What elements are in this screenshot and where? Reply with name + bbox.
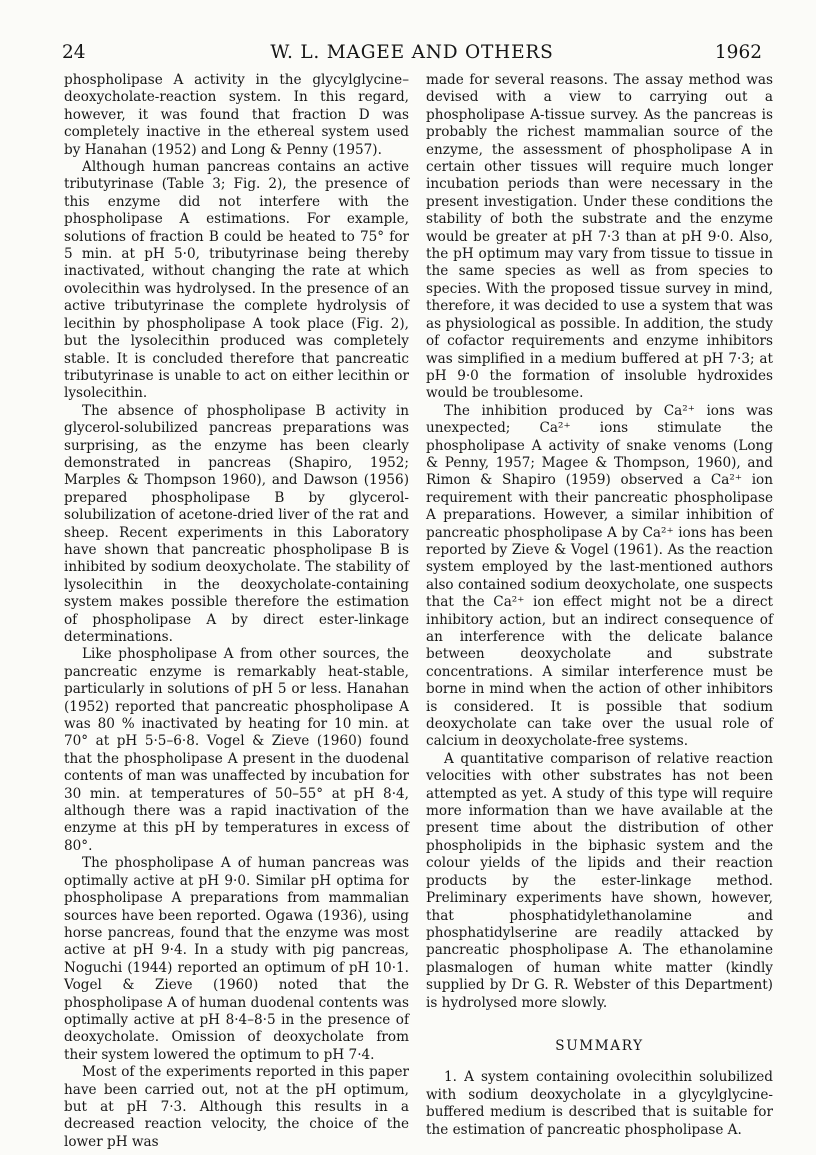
paragraph: made for several reasons. The assay method was devised with a view to carrying out a phospholipase A-tissue survey. As the pancreas is probably the richest mammalian source of the enzyme, the assessment of phospholipase A in certain other tissues will require much longer incubation periods than were necessary in the present investigation. Under these conditions the stability of both the substrate and the enzyme would be greater at pH 7·3 than at pH 9·0. Also, the pH optimum may vary from tissue to tissue in the same species as well as from species to species. With the proposed tissue survey in mind, therefore, it was decided to use a system that was as physiological as possible. In addition, the study of cofactor requirements and enzyme inhibitors was simplified in a medium buffered at pH 7·3; at pH 9·0 the formation of insoluble hydroxides would be troublesome. [426, 72, 773, 402]
running-header [62, 42, 762, 66]
paragraph: phospholipase A activity in the glycylglycine–deoxycholate-reaction system. In this regard, however, it was found that fraction D was completely inactive in the ethereal system used by Hanahan (1952) and Long & Penny (1957). [64, 72, 409, 158]
paragraph: The phospholipase A of human pancreas was optimally active at pH 9·0. Similar pH optima for phospholipase A preparations from mammalian sources have been reported. Ogawa (1936), using horse pancreas, found that the enzyme was most active at pH 9·4. In a study with pig pancreas, Noguchi (1944) reported an optimum of pH 10·1. Vogel & Zieve (1960) noted that the phospholipase A of human duodenal contents was optimally active at pH 8·4–8·5 in the presence of deoxycholate. Omission of deoxycholate from their system lowered the optimum to pH 7·4. [64, 855, 409, 1063]
summary-heading: SUMMARY [555, 1037, 644, 1054]
publication-year: 1962 [714, 42, 762, 63]
page-number: 24 [62, 42, 86, 63]
paragraph: Although human pancreas contains an active tributyrinase (Table 3; Fig. 2), the presence of this enzyme did not interfere with the phospholipase A estimations. For example, solutions of fraction B could be heated to 75° for 5 min. at pH 5·0, tributyrinase being thereby inactivated, without changing the rate at which ovolecithin was hydrolysed. In the presence of an active tributyrinase the complete hydrolysis of lecithin by phospholipase A took place (Fig. 2), but the lysolecithin produced was completely stable. It is concluded therefore that pancreatic tributyrinase is unable to act on either lecithin or lysolecithin. [64, 159, 409, 402]
paragraph: The absence of phospholipase B activity in glycerol-solubilized pancreas preparations was surprising, as the enzyme has been clearly demonstrated in pancreas (Shapiro, 1952; Marples & Thompson 1960), and Dawson (1956) prepared phospholipase B by glycerol-solubilization of acetone-dried liver of the rat and sheep. Recent experiments in this Laboratory have shown that pancreatic phospholipase B is inhibited by sodium deoxycholate. The stability of lysolecithin in the deoxycholate-containing system makes possible therefore the estimation of phospholipase A by direct ester-linkage determinations. [64, 402, 409, 645]
paragraph: Most of the experiments reported in this paper have been carried out, not at the pH optimum, but at pH 7·3. Although this results in a decreased reaction velocity, the choice of the lower pH was [64, 1064, 409, 1150]
paragraph: The inhibition produced by Ca²⁺ ions was unexpected; Ca²⁺ ions stimulate the phospholipase A activity of snake venoms (Long & Penny, 1957; Magee & Thompson, 1960), and Rimon & Shapiro (1959) observed a Ca²⁺ ion requirement with their pancreatic phospholipase A preparations. However, a similar inhibition of pancreatic phospholipase A by Ca²⁺ ions has been reported by Zieve & Vogel (1961). As the reaction system employed by the last-mentioned authors also contained sodium deoxycholate, one suspects that the Ca²⁺ ion effect might not be a direct inhibitory action, but an indirect consequence of an interference with the delicate balance between deoxycholate and substrate concentrations. A similar interference must be borne in mind when the action of other inhibitors is considered. It is possible that sodium deoxycholate can take over the usual role of calcium in deoxycholate-free systems. [426, 402, 773, 750]
left-column [64, 72, 409, 1151]
right-column [426, 72, 773, 1139]
paragraph: Like phospholipase A from other sources, the pancreatic enzyme is remarkably heat-stable, particularly in solutions of pH 5 or less. Hanahan (1952) reported that pancreatic phospholipase A was 80 % inactivated by heating for 10 min. at 70° at pH 5·5–6·8. Vogel & Zieve (1960) found that the phospholipase A present in the duodenal contents of man was unaffected by incubation for 30 min. at temperatures of 50–55° at pH 8·4, although there was a rapid inactivation of the enzyme at this pH by temperatures in excess of 80°. [64, 646, 409, 854]
paragraph: A quantitative comparison of relative reaction velocities with other substrates has not been attempted as yet. A study of this type will require more information than we have available at the present time about the distribution of other phospholipids in the biphasic system and the colour yields of the lipids and their reaction products by the ester-linkage method. Preliminary experiments have shown, however, that phosphatidylethanolamine and phosphatidylserine are readily attacked by pancreatic phospholipase A. The ethanolamine plasmalogen of human white matter (kindly supplied by Dr G. R. Webster of this Department) is hydrolysed more slowly. [426, 750, 773, 1011]
summary-item: 1. A system containing ovolecithin solubilized with sodium deoxycholate in a glycylglycine-buffered medium is described that is suitable for the estimation of pancreatic phospholipase A. [426, 1069, 773, 1138]
running-head: W. L. MAGEE AND OTHERS [270, 42, 554, 63]
